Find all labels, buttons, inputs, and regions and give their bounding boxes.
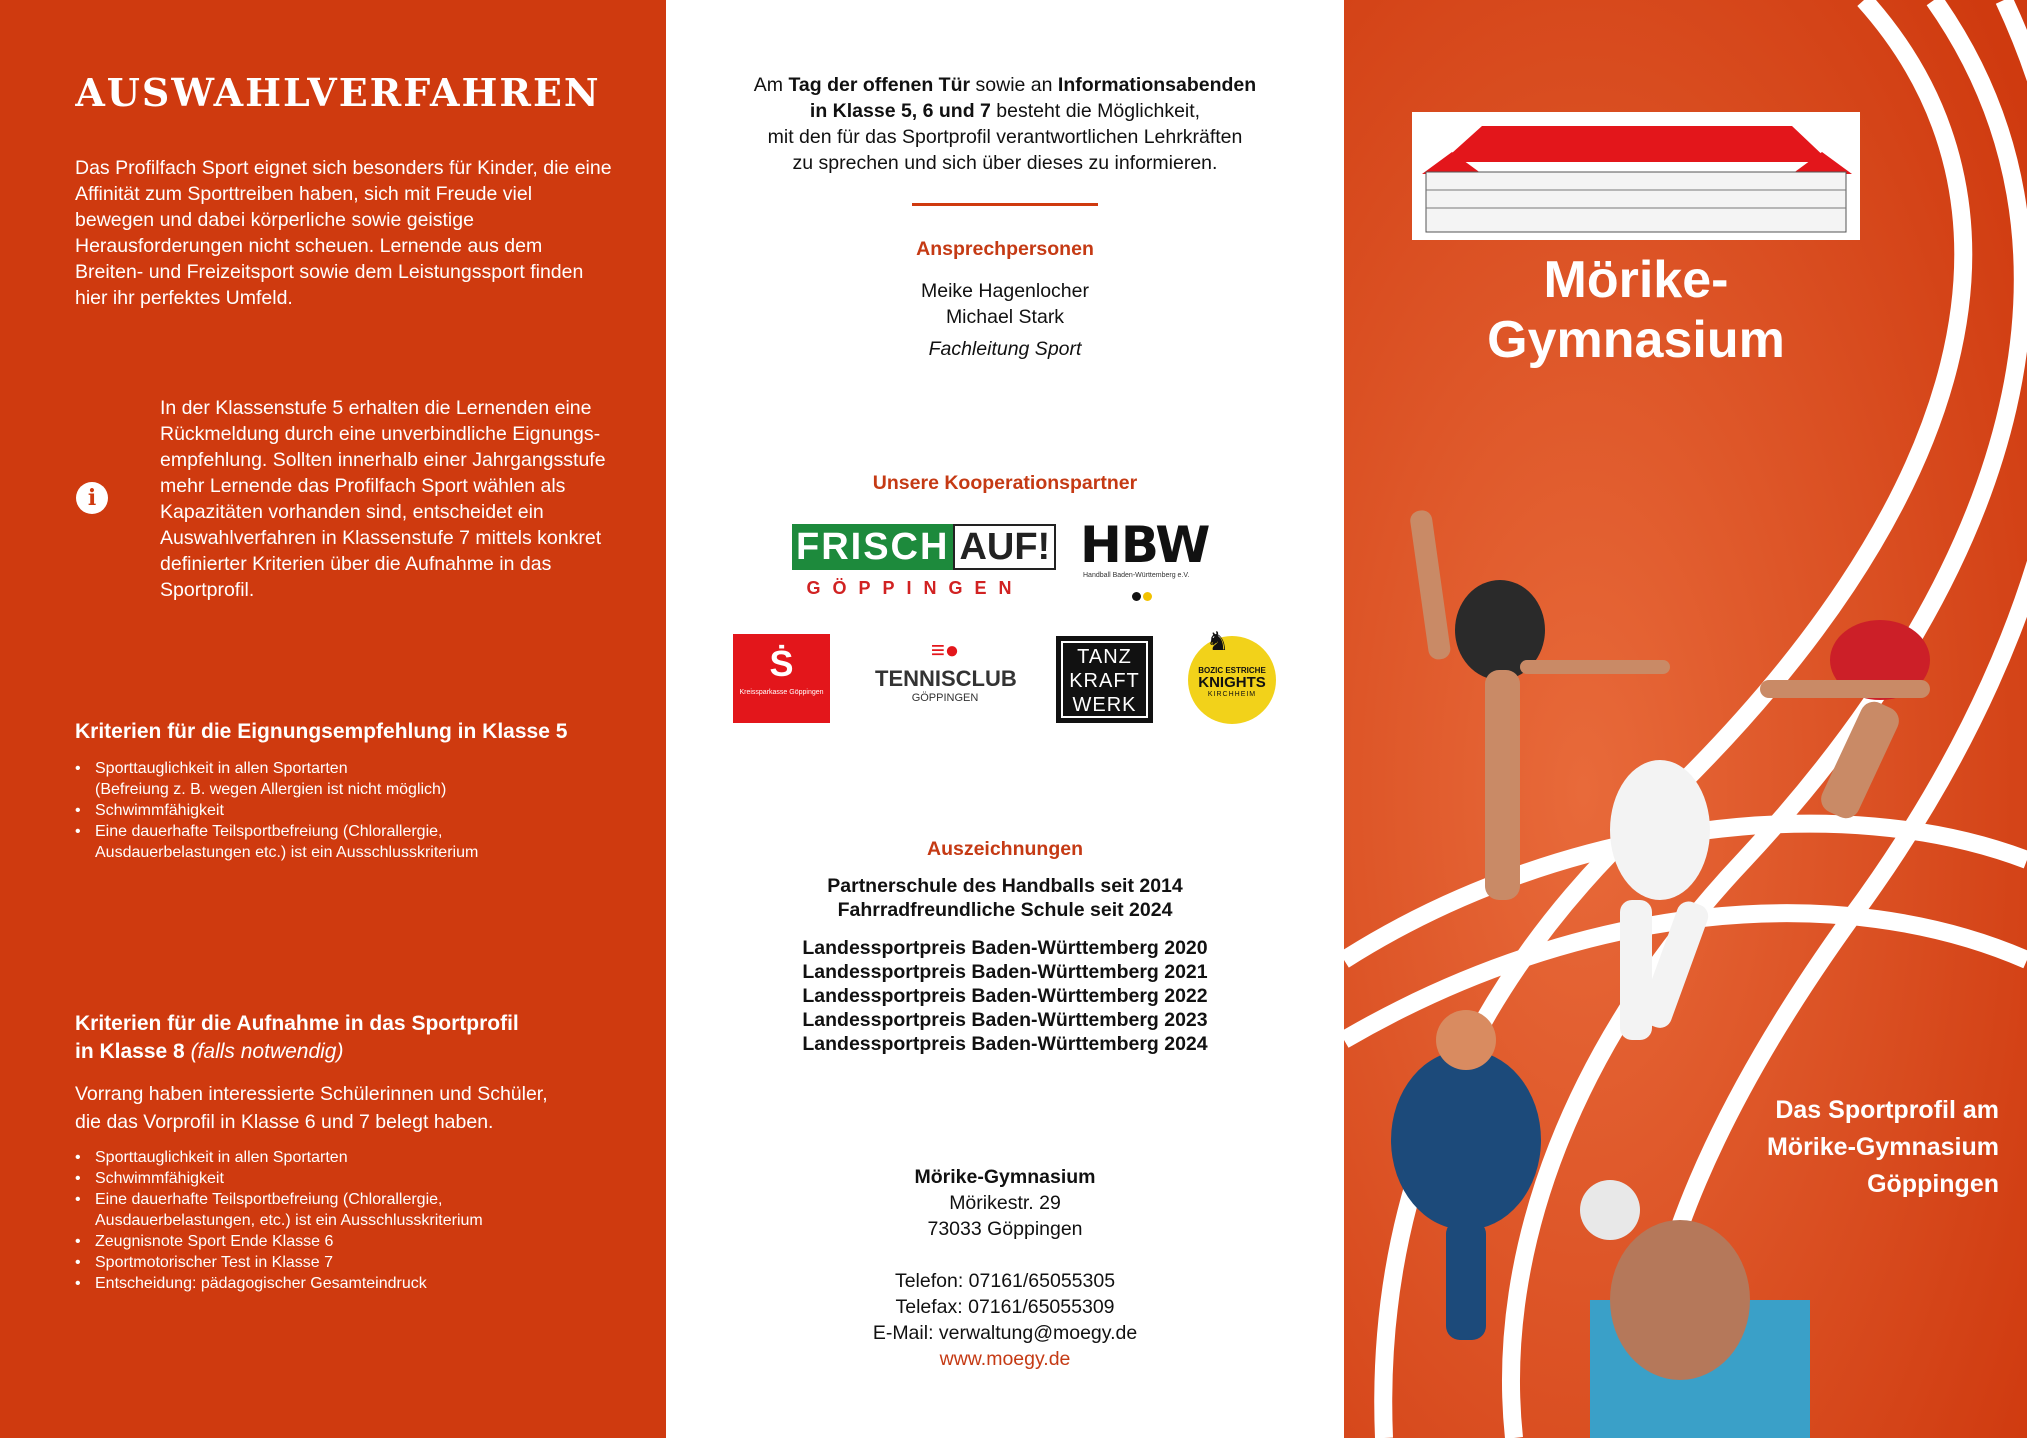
hbw-dots-icon — [1132, 588, 1154, 606]
contact-name: Meike Hagenlocher — [920, 280, 1089, 302]
divider — [912, 203, 1098, 206]
gymnast-leg-up — [1409, 510, 1452, 661]
gymnast-arm — [1520, 660, 1670, 674]
contact-role: Fachleitung Sport — [928, 338, 1082, 360]
text-line: mit den für das Sportprofil verantwortlichen Lehrkräften — [767, 126, 1243, 148]
awards-heading: Auszeichnungen — [926, 838, 1083, 860]
text-run: Tag der offenen Tür — [788, 74, 971, 96]
swimmer-cap — [1580, 1180, 1640, 1240]
intro-paragraph: Das Profilfach Sport eignet sich besonders für Kinder, die eine Affinität zum Sporttreiben haben, sich mit Freude viel bewegen und dabei körperliche sowie geistige Herausforderungen nicht scheuen. Lernende aus dem Breiten- und Freizeitsport sowie dem Leistungssport finden hier ihr perfektes Umfeld. — [75, 157, 612, 309]
criteria8-intro: Vorrang haben interessierte Schülerinnen und Schüler, die das Vorprofil in Klasse 6 und 7 belegt haben. — [75, 1083, 548, 1133]
award-item: Fahrradfreundliche Schule seit 2024 — [837, 899, 1173, 921]
contact-name: Michael Stark — [945, 306, 1065, 328]
brochure-title — [1767, 1092, 1999, 1203]
award-item: Landessportpreis Baden-Württemberg 2024 — [802, 1033, 1208, 1055]
award-item: Partnerschule des Handballs seit 2014 — [827, 875, 1183, 897]
contacts-block — [666, 278, 1344, 362]
school-building-image — [1412, 112, 1860, 240]
criteria8-heading-note: (falls notwendig) — [190, 1040, 344, 1063]
award-item: Landessportpreis Baden-Württemberg 2022 — [802, 985, 1208, 1007]
frischauf-logo-text: AUF! — [953, 524, 1056, 570]
list-item: • Eine dauerhafte Teilsportbefreiung (Chlorallergie, — [75, 1191, 635, 1209]
list-item: • Zeugnisnote Sport Ende Klasse 6 — [75, 1233, 635, 1251]
hurdler-arm — [1760, 680, 1930, 698]
brochure-title-line: Göppingen — [1867, 1170, 1999, 1198]
criteria8-heading — [75, 1010, 519, 1066]
tennisclub-logo-city: GÖPPINGEN — [911, 692, 979, 704]
list-item: • Schwimmfähigkeit — [75, 802, 635, 820]
knights-logo — [1188, 626, 1276, 724]
contacts-heading: Ansprechpersonen — [916, 238, 1094, 260]
handball-player-head — [1436, 1010, 1496, 1070]
award-item: Landessportpreis Baden-Württemberg 2023 — [802, 1009, 1208, 1031]
facade — [1426, 172, 1846, 232]
address-phone: Telefon: 07161/65055305 — [894, 1270, 1116, 1292]
school-name: Mörike-Gymnasium — [1487, 251, 1785, 369]
gymnast-leg — [1485, 670, 1520, 900]
section-title: AUSWAHLVERFAHREN — [75, 70, 601, 115]
list-item: • Sporttauglichkeit in allen Sportarten — [75, 1149, 635, 1167]
sparkasse-logo — [733, 634, 830, 723]
handball-player-body — [1391, 1050, 1541, 1230]
award-item: Landessportpreis Baden-Württemberg 2020 — [802, 937, 1208, 959]
frischauf-logo-text: FRISCH — [792, 524, 953, 570]
open-day-text — [666, 72, 1344, 176]
address-fax: Telefax: 07161/65055309 — [895, 1296, 1115, 1318]
list-item: • Schwimmfähigkeit — [75, 1170, 635, 1188]
knight-horse-icon: ♞ — [1206, 626, 1230, 656]
text-line: zu sprechen und sich über dieses zu informieren. — [792, 152, 1218, 174]
address-city: 73033 Göppingen — [927, 1218, 1083, 1240]
list-item: (Befreiung z. B. wegen Allergien ist nicht möglich) — [95, 781, 447, 798]
tanzkraftwerk-logo — [1056, 636, 1153, 723]
footballer-body — [1610, 760, 1710, 900]
address-name: Mörike-Gymnasium — [914, 1166, 1096, 1188]
hurdler-leg — [1817, 697, 1904, 823]
roof — [1442, 126, 1830, 162]
awards-list — [666, 874, 1344, 1056]
partners-heading: Unsere Kooperationspartner — [872, 472, 1138, 494]
frischauf-logo-city: GÖPPINGEN — [806, 578, 1024, 598]
knights-logo-text: BOZIC ESTRICHE — [1198, 666, 1266, 675]
frischauf-logo — [792, 524, 1051, 570]
list-item: Ausdauerbelastungen etc.) ist ein Ausschlusskriterium — [95, 844, 479, 861]
brochure-title-line: Mörike-Gymnasium — [1766, 1133, 1999, 1161]
text-run: besteht die Möglichkeit, — [990, 100, 1201, 122]
hbw-logo-sub: Handball Baden-Württemberg e.V. — [1083, 572, 1190, 579]
list-item: • Sporttauglichkeit in allen Sportarten — [75, 760, 635, 778]
text-run: in Klasse 5, 6 und 7 — [809, 100, 991, 122]
knights-logo-text: KNIGHTS — [1198, 674, 1266, 691]
website-link[interactable]: www.moegy.de — [939, 1348, 1071, 1370]
tanzkraftwerk-logo-text: WERK — [1072, 694, 1137, 716]
criteria8-heading-line1: Kriterien für die Aufnahme in das Sportprofil — [75, 1012, 519, 1035]
list-item: • Eine dauerhafte Teilsportbefreiung (Chlorallergie, — [75, 823, 635, 841]
address-email[interactable]: E-Mail: verwaltung@moegy.de — [872, 1322, 1138, 1344]
list-item: • Sportmotorischer Test in Klasse 7 — [75, 1254, 635, 1272]
tanzkraftwerk-logo-text: KRAFT — [1069, 670, 1140, 692]
hbw-logo: HBW — [1080, 516, 1210, 574]
swimmer-photo — [1570, 1180, 1810, 1438]
criteria8-heading-line2: in Klasse 8 — [75, 1040, 185, 1063]
criteria5-heading: Kriterien für die Eignungsempfehlung in Klasse 5 — [75, 720, 568, 743]
handball-player-photo — [1346, 1000, 1586, 1350]
handball-player-leg — [1446, 1220, 1486, 1340]
brochure-title-line: Das Sportprofil am — [1775, 1096, 1999, 1124]
hurdler-photo — [1760, 590, 2010, 830]
criteria8-list — [75, 1149, 635, 1296]
text-run: sowie an — [970, 74, 1058, 96]
tennisclub-logo — [875, 636, 1015, 704]
criteria5-list — [75, 760, 635, 865]
sparkasse-s-icon: Ṡ — [769, 643, 794, 684]
award-item: Landessportpreis Baden-Württemberg 2021 — [802, 961, 1208, 983]
info-paragraph: In der Klassenstufe 5 erhalten die Lernenden eine Rückmeldung durch eine unverbindliche Eignungs-empfehlung. Sollten innerhalb einer Jahrgangsstufe mehr Lernende das Profilfach Sport wählen als Kapazitäten vorhanden sind, entscheidet ein Auswahlverfahren in Klassenstufe 7 mittels konkret definierter Kriterien über die Aufnahme in das Sportprofil. — [160, 397, 606, 601]
address-street: Mörikestr. 29 — [949, 1192, 1061, 1214]
tennisclub-logo-text: TENNISCLUB — [875, 666, 1017, 691]
knights-logo-city: KIRCHHEIM — [1207, 691, 1257, 698]
address-block — [666, 1164, 1344, 1372]
list-item: Ausdauerbelastungen, etc.) ist ein Ausschlusskriterium — [95, 1212, 483, 1229]
info-icon: i — [76, 482, 108, 514]
tennis-ball-icon: ≡● — [930, 637, 960, 664]
school-building-icon — [1412, 112, 1860, 240]
list-item: • Entscheidung: pädagogischer Gesamteindruck — [75, 1275, 635, 1293]
sparkasse-logo-text: Kreissparkasse Göppingen — [739, 689, 824, 696]
tanzkraftwerk-logo-text: TANZ — [1077, 646, 1132, 668]
footballer-photo — [1560, 740, 1790, 1060]
text-run: Informationsabenden — [1057, 74, 1257, 96]
swimmer-body — [1610, 1220, 1750, 1380]
text-run: Am — [753, 74, 789, 96]
